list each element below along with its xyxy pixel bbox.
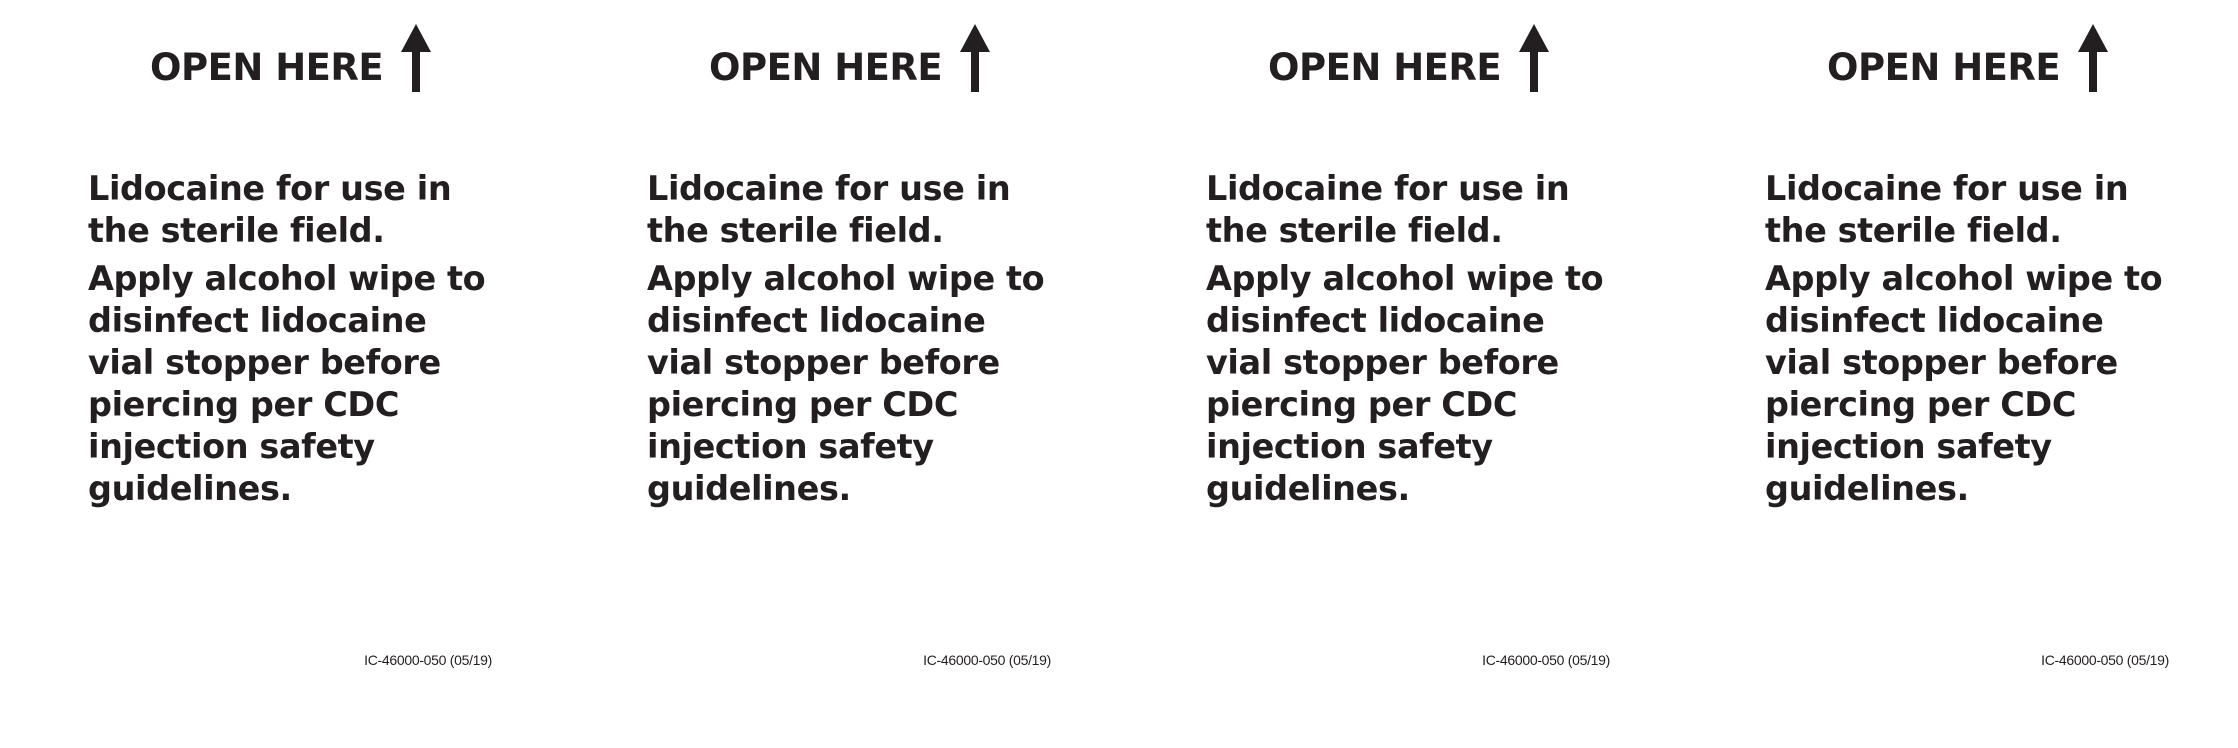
- text-line: guidelines.: [88, 469, 292, 508]
- text-line: Lidocaine for use in: [88, 169, 452, 208]
- usage-paragraph: [647, 168, 1107, 252]
- text-line: disinfect lidocaine: [1765, 301, 2104, 340]
- arrow-up-icon: [2078, 24, 2108, 92]
- text-line: vial stopper before: [88, 343, 441, 382]
- text-line: piercing per CDC: [1765, 385, 2076, 424]
- instruction-paragraph: [647, 258, 1107, 510]
- instruction-text: [647, 168, 1107, 510]
- text-line: the sterile field.: [1206, 211, 1503, 250]
- label-panel-4: [1677, 0, 2236, 748]
- instruction-text: [88, 168, 548, 510]
- text-line: injection safety: [1765, 427, 2052, 466]
- label-panel-1: [0, 0, 559, 748]
- arrow-up-icon: [1519, 24, 1549, 92]
- arrow-up-icon: [960, 24, 990, 92]
- instruction-paragraph: [1206, 258, 1666, 510]
- text-line: vial stopper before: [1765, 343, 2118, 382]
- text-line: guidelines.: [1765, 469, 1969, 508]
- open-here-label: OPEN HERE: [1268, 46, 1502, 89]
- text-line: Lidocaine for use in: [1206, 169, 1570, 208]
- product-code: IC-46000-050 (05/19): [923, 652, 1051, 668]
- text-line: disinfect lidocaine: [647, 301, 986, 340]
- open-here-label: OPEN HERE: [1827, 46, 2061, 89]
- instruction-text: [1765, 168, 2225, 510]
- open-here-header: [1268, 18, 1549, 92]
- usage-paragraph: [1206, 168, 1666, 252]
- text-line: injection safety: [1206, 427, 1493, 466]
- text-line: injection safety: [88, 427, 375, 466]
- text-line: piercing per CDC: [88, 385, 399, 424]
- text-line: piercing per CDC: [647, 385, 958, 424]
- text-line: piercing per CDC: [1206, 385, 1517, 424]
- text-line: guidelines.: [1206, 469, 1410, 508]
- open-here-header: [150, 18, 431, 92]
- text-line: Lidocaine for use in: [1765, 169, 2129, 208]
- label-panel-3: [1118, 0, 1677, 748]
- open-here-header: [709, 18, 990, 92]
- text-line: the sterile field.: [1765, 211, 2062, 250]
- open-here-label: OPEN HERE: [709, 46, 943, 89]
- usage-paragraph: [1765, 168, 2225, 252]
- instruction-paragraph: [88, 258, 548, 510]
- text-line: Apply alcohol wipe to: [88, 259, 486, 298]
- open-here-header: [1827, 18, 2108, 92]
- instruction-paragraph: [1765, 258, 2225, 510]
- text-line: vial stopper before: [1206, 343, 1559, 382]
- text-line: vial stopper before: [647, 343, 1000, 382]
- text-line: Apply alcohol wipe to: [1765, 259, 2163, 298]
- text-line: Apply alcohol wipe to: [647, 259, 1045, 298]
- product-code: IC-46000-050 (05/19): [364, 652, 492, 668]
- text-line: guidelines.: [647, 469, 851, 508]
- open-here-label: OPEN HERE: [150, 46, 384, 89]
- text-line: the sterile field.: [88, 211, 385, 250]
- arrow-up-icon: [401, 24, 431, 92]
- text-line: disinfect lidocaine: [88, 301, 427, 340]
- text-line: Lidocaine for use in: [647, 169, 1011, 208]
- text-line: disinfect lidocaine: [1206, 301, 1545, 340]
- product-code: IC-46000-050 (05/19): [1482, 652, 1610, 668]
- text-line: Apply alcohol wipe to: [1206, 259, 1604, 298]
- label-panel-2: [559, 0, 1118, 748]
- instruction-text: [1206, 168, 1666, 510]
- product-code: IC-46000-050 (05/19): [2041, 652, 2169, 668]
- usage-paragraph: [88, 168, 548, 252]
- text-line: injection safety: [647, 427, 934, 466]
- text-line: the sterile field.: [647, 211, 944, 250]
